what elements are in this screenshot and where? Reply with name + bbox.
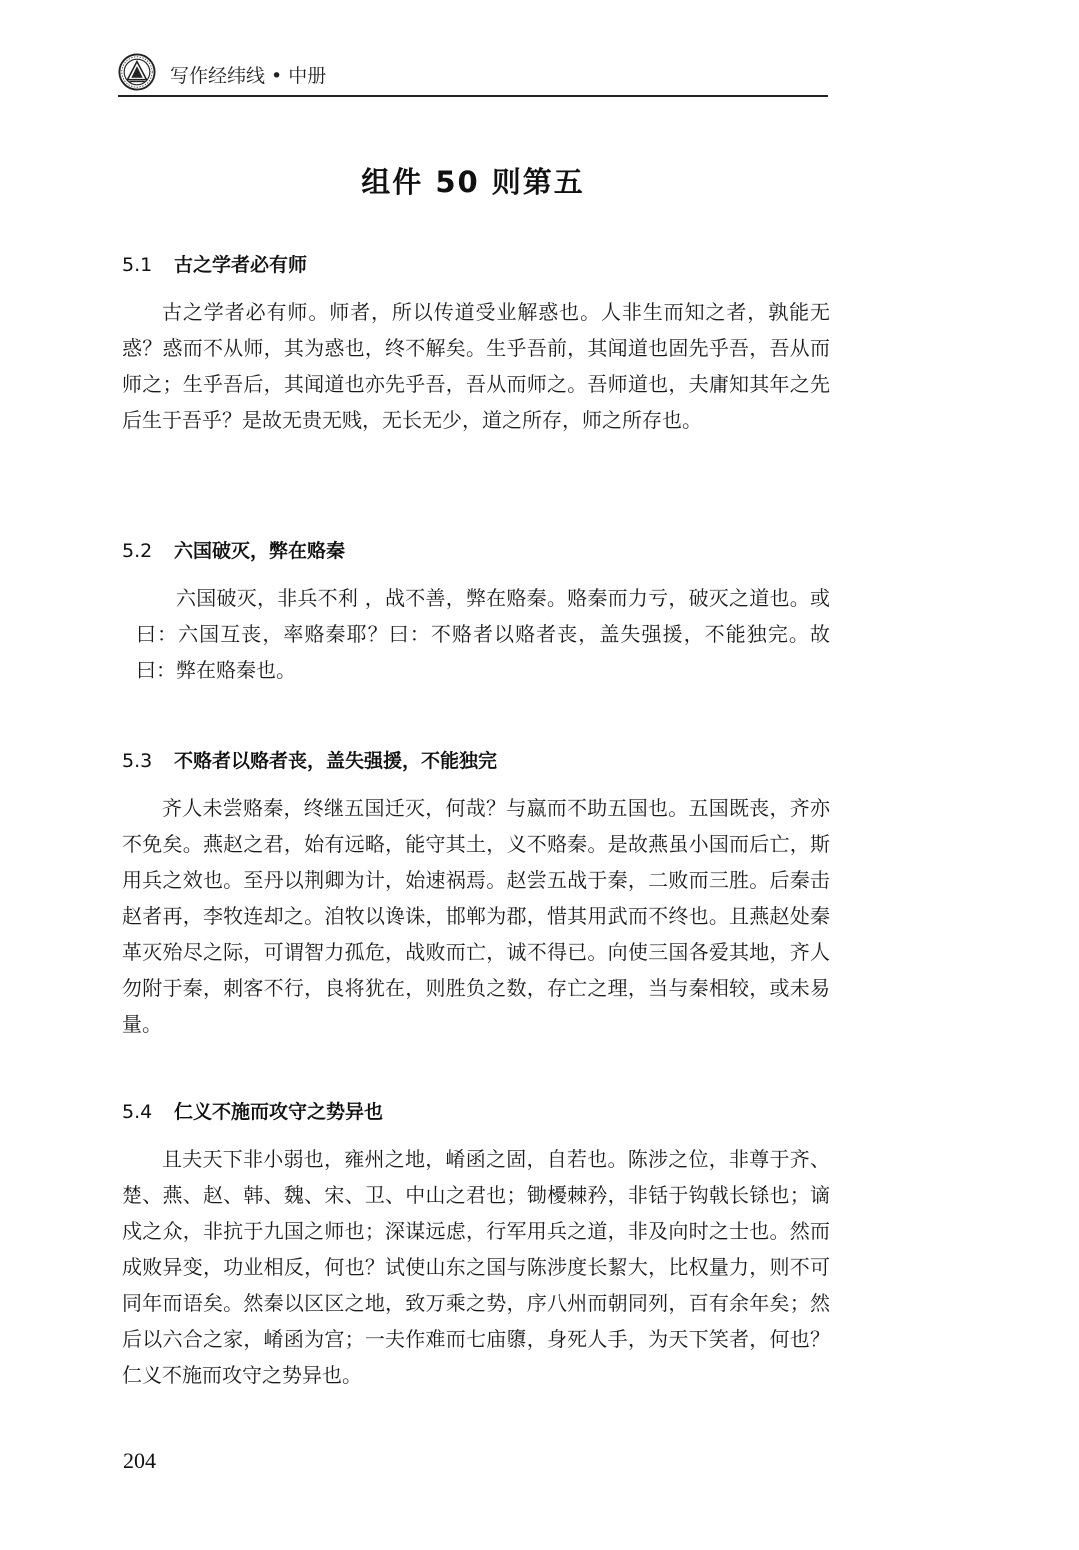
section-number: 5.3 [122,750,153,772]
section-paragraph: 且夫天下非小弱也，雍州之地，崤函之固，自若也。陈涉之位，非尊于齐、楚、燕、赵、韩、魏、宋、卫、中山之君也；锄櫌棘矜，非铦于钩戟长铩也；谪戍之众，非抗于九国之师也；深谋远虑，行军用兵之道，非及向时之士也。然而成败异变，功业相反，何也？试使山东之国与陈涉度长絜大，比权量力，则不可同年而语矣。然秦以区区之地，致万乘之势，序八州而朝同列，百有余年矣；然后以六合之家，崤函为宫；一夫作难而七庙隳，身死人手，为天下笑者，何也？仁义不施而攻守之势异也。 [122,1147,830,1387]
section-paragraph: 齐人未尝赂秦，终继五国迁灭，何哉？与嬴而不助五国也。五国既丧，齐亦不免矣。燕赵之君，始有远略，能守其土，义不赂秦。是故燕虽小国而后亡，斯用兵之效也。至丹以荆卿为计，始速祸焉。赵尝五战于秦，二败而三胜。后秦击赵者再，李牧连却之。洎牧以谗诛，邯郸为郡，惜其用武而不终也。且燕赵处秦革灭殆尽之际，可谓智力孤危，战败而亡，诚不得已。向使三国各爱其地，齐人勿附于秦，刺客不行，良将犹在，则胜负之数，存亡之理，当与秦相较，或未易量。 [122,796,830,1036]
section-5-1 [122,250,830,438]
section-paragraph: 六国破灭，非兵不利 ，战不善，弊在赂秦。赂秦而力亏，破灭之道也。或曰：六国互丧，率赂秦耶？曰：不赂者以赂者丧，盖失强援，不能独完。故曰：弊在赂秦也。 [136,586,830,682]
section-title: 六国破灭，弊在赂秦 [174,540,346,562]
section-heading [122,250,830,280]
section-heading [122,536,830,566]
running-header [118,50,828,98]
section-number: 5.4 [122,1101,153,1123]
section-heading [122,1097,830,1127]
header-rule [118,95,828,97]
section-5-4 [122,1097,830,1393]
section-heading [122,746,830,776]
section-5-3 [122,746,830,1042]
section-number: 5.1 [122,254,153,276]
page-number: 204 [123,1448,156,1473]
page-title: 组件 50 则第五 [361,165,585,199]
section-5-2 [122,536,830,688]
section-title: 古之学者必有师 [174,254,308,276]
publisher-logo-icon [118,53,156,91]
section-title: 不赂者以赂者丧，盖失强援，不能独完 [174,750,498,772]
section-number: 5.2 [122,540,153,562]
section-paragraph: 古之学者必有师。师者，所以传道受业解惑也。人非生而知之者，孰能无惑？惑而不从师，其为惑也，终不解矣。生乎吾前，其闻道也固先乎吾，吾从而师之；生乎吾后，其闻道也亦先乎吾，吾从而师之。吾师道也，夫庸知其年之先后生于吾乎？是故无贵无贱，无长无少，道之所存，师之所存也。 [122,300,830,432]
section-title: 仁义不施而攻守之势异也 [174,1101,384,1123]
book-title: 写作经纬线 • 中册 [170,65,327,87]
